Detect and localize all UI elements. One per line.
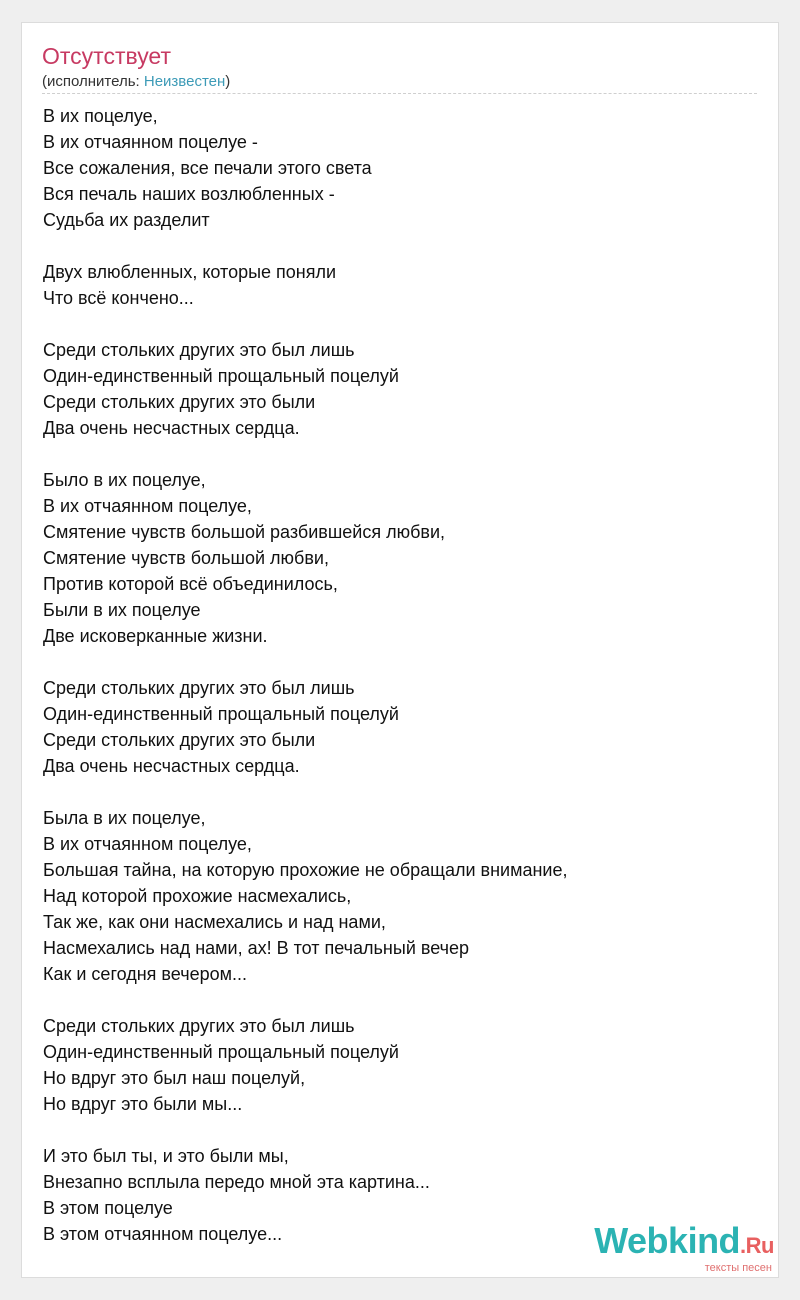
lyric-line: Двух влюбленных, которые поняли [43,262,337,282]
lyric-line: Среди стольких других это был лишь [43,678,355,698]
lyric-line: Как и сегодня вечером... [43,964,247,984]
lyric-line: Один-единственный прощальный поцелуй [43,704,399,724]
lyric-line: В их поцелуе, [43,106,158,126]
logo-main-text: Webkind [594,1220,741,1261]
webkind-logo[interactable] [594,1220,774,1274]
lyric-line: Так же, как они насмехались и над нами, [43,912,386,932]
lyric-line: В их отчаянном поцелуе - [43,132,258,152]
lyric-line: Внезапно всплыла передо мной эта картина... [43,1172,430,1192]
stanza-break [43,441,758,467]
lyric-line: Большая тайна, на которую прохожие не обращали внимание, [43,860,568,880]
divider [42,93,757,94]
lyric-line: Среди стольких других это был лишь [43,340,355,360]
lyric-line: Два очень несчастных сердца. [43,756,300,776]
lyrics-text [43,103,758,1247]
lyric-line: Смятение чувств большой любви, [43,548,329,568]
lyric-line: В их отчаянном поцелуе, [43,834,252,854]
stanza-break [43,311,758,337]
song-title: Отсутствует [42,43,171,69]
lyric-line: Один-единственный прощальный поцелуй [43,1042,399,1062]
artist-suffix: ) [225,73,231,90]
lyric-line: Среди стольких других это были [43,392,316,412]
artist-line [42,72,230,92]
lyric-line: Над которой прохожие насмехались, [43,886,352,906]
lyric-line: Вся печаль наших возлюбленных - [43,184,335,204]
logo-tagline: тексты песен [704,1262,772,1274]
lyric-line: В этом отчаянном поцелуе... [43,1224,283,1244]
artist-prefix: (исполнитель: [42,73,144,90]
lyric-line: Все сожаления, все печали этого света [43,158,372,178]
stanza-break [43,1117,758,1143]
stanza-break [43,233,758,259]
lyric-line: Смятение чувств большой разбившейся любви, [43,522,446,542]
lyric-line: Что всё кончено... [43,288,194,308]
lyric-line: Против которой всё объединилось, [43,574,338,594]
lyric-line: В их отчаянном поцелуе, [43,496,252,516]
lyric-line: Были в их поцелуе [43,600,201,620]
lyric-line: Но вдруг это были мы... [43,1094,243,1114]
lyric-line: И это был ты, и это были мы, [43,1146,289,1166]
lyric-line: Было в их поцелуе, [43,470,206,490]
artist-link[interactable]: Неизвестен [143,73,226,90]
lyric-line: Два очень несчастных сердца. [43,418,300,438]
lyric-line: В этом поцелуе [43,1198,173,1218]
logo-wordmark [594,1220,774,1264]
lyric-line: Среди стольких других это были [43,730,316,750]
lyric-line: Судьба их разделит [43,210,210,230]
stanza-break [43,987,758,1013]
lyric-line: Среди стольких других это был лишь [43,1016,355,1036]
logo-ru-text: .Ru [740,1233,774,1258]
lyric-line: Но вдруг это был наш поцелуй, [43,1068,306,1088]
lyric-line: Две исковерканные жизни. [43,626,268,646]
lyric-line: Насмехались над нами, ах! В тот печальный вечер [43,938,470,958]
lyric-line: Была в их поцелуе, [43,808,206,828]
stanza-break [43,649,758,675]
lyric-line: Один-единственный прощальный поцелуй [43,366,399,386]
stanza-break [43,779,758,805]
